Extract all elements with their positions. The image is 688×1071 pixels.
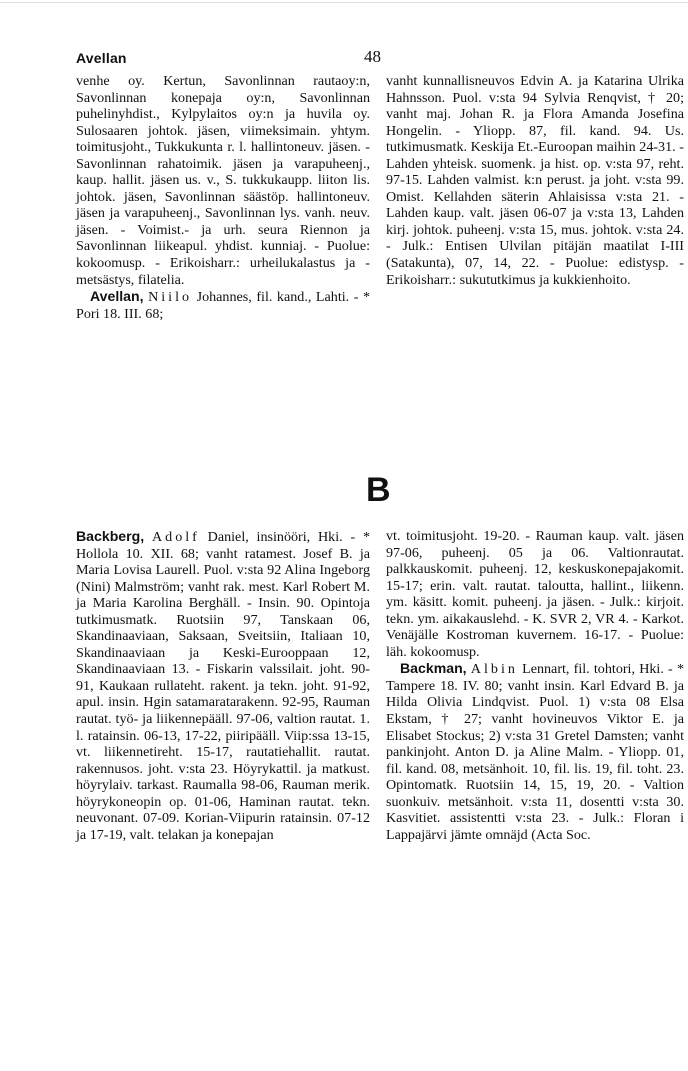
entry-given-name: Adolf: [151, 529, 200, 545]
entry-surname: Backberg,: [76, 528, 145, 544]
entry-backberg-adolf: [76, 528, 370, 843]
entry-continuation: vt. toimitusjoht. 19-20. - Rauman kaup. valt. jäsen 97-06, puheenj. 05 ja 06. Valtionrautat. palkkauskomit. puheenj. 12, keskuskonepajakomit. 15-17; erin. valt. rautat. taloutta, hallint., liikenn. ym. käsitt. komit. puheenj. ja jäsen. - Julk.: kirjoit. tekn. ym. aikakauslehd. - K. SVR 2, VR 4. - Karkot. Venäjälle Kostroman kuvernem. 16-17. - Puolue: läh. kokoomusp.: [386, 528, 684, 660]
entry-given-name: Albin: [470, 661, 518, 678]
entry-continuation: vanht kunnallisneuvos Edvin A. ja Katarina Ulrika Hahnsson. Puol. v:sta 94 Sylvia Renqvist, † 20; vanht maj. Johan R. ja Flora Amanda Josefina Hongelin. - Yliopp. 87, fil. kand. 94. Us. tutkimusmatk. Keskija Et.-Euroopan maihin 24-31. - Lahden yhteisk. suomenk. ja hist. op. v:sta 97, reht. 97-15. Lahden valmist. k:n perust. ja joht. v:sta 99. Omist. Kellahden säterin Ahlaisissa v:sta 21. - Lahden kaup. valt. jäsen 06-07 ja v:sta 13, Lahden kirj. johtok. puheenj. v:sta 15, mus. johtok. v:sta 24. - Julk.: Entisen Ulvilan pitäjän maatilat I-III (Satakunta), 07, 14, 22. - Puolue: edistysp. - Erikoisharr.: sukututkimus ja kukkienhoito.: [386, 73, 684, 288]
entry-continuation: venhe oy. Kertun, Savonlinnan rautaoy:n, Savonlinnan konepaja oy:n, Savonlinnan puhelinyhdist., Kylpylaitos oy:n ja huvila oy. Sulosaaren johtok. jäsen, viimeksimain. yhtym. toimitusjoht., Tukkukunta r. l. hallintoneuv. jäsen. - Savonlinnan rahatoimik. jäsen ja varapuheenj., kaup. hallit. jäsen us. v., S. tukkukaupp. liiton lis. johtok. jäsen, Savonlinnan säästöp. hallintoneuv. jäsen ja varapuheenj., Savonlinnan lys. vanh. neuv. jäsen. - Voimist.- ja urh. seura Riennon ja Savonlinnan liikeapul. yhdist. kunniaj. - Puolue: kokoomusp. - Erikoisharr.: urheilukalastus ja -metsästys, filatelia.: [76, 73, 370, 288]
entry-text: Johannes, fil. kand., Lahti. - * Pori 18. III. 68;: [76, 289, 370, 322]
column-bottom-right: [386, 528, 684, 843]
entry-text: Lennart, fil. tohtori, Hki. - * Tampere 18. IV. 80; vanht insin. Karl Edvard B. ja Hilda Olivia Lindqvist. Puol. 1) v:sta 08 Elsa Ekstam, † 27; vanht hovineuvos Viktor E. ja Elisabet Stockus; 2) v:sta 31 Gretel Damsten; vanht pankinjoht. Anton D. ja Aline Malm. - Yliopp. 01, fil. kand. 08, metsänhoit. 10, fil. lis. 19, fil. toht. 23. Opintomatk. Ruotsiin 14, 15, 19, 20. - Valtion suonkuiv. metsänhoit. v:sta 11, dosentti v:sta 30. Kasvitiet. assistentti v:sta 23. - Julk.: Floran i Lappajärvi jämte omnäjd (Acta Soc.: [386, 661, 684, 843]
entry-surname: Backman,: [400, 660, 467, 677]
column-top-left: [76, 73, 370, 322]
entry-text: Daniel, insinööri, Hki. - * Hollola 10. XII. 68; vanht ratamest. Josef B. ja Maria Lovisa Laurell. Puol. v:sta 92 Alina Ingeborg (Nini) Malmström; vanht rak. mest. Karl Robert M. ja Maria Karolina Berghäll. - Insin. 90. Opintoja tutkimusmatk. Ruotsiin 97, Tanskaan 06, Skandinaaviaan, Saksaan, Sveitsiin, Italiaan 10, Skandinaaviaan ja Keski-Eurooppaan 12, Skandinaaviaan 13. - Fiskarin valssilait. joht. 90-91, Kaukaan rullateht. rakent. ja tekn. joht. 91-92, apul. insin. Hgin satamaratarakenn. 92-95, Rauman rautat. työ- ja liikennepääll. 97-06, valtion rautat. 1. l. ratainsin. 06-13, 17-22, piiripääll. Viip:ssa 13-15, vt. liikennetireht. 15-17, rautatiehallit. rautat. rakennusos. joht. v:sta 23. Höyrykattil. ja matkust. höyrylaiv. tarkast. Raumalla 98-06, Rauman merik. höyrykoneopin op. 01-06, Haminan rautat. tekn. neuvonant. 07-09. Korian-Viipurin ratainsin. 07-12 ja 17-19, valt. telakan ja konepajan: [76, 529, 371, 843]
entry-surname: Avellan,: [90, 288, 144, 305]
entry-given-name: Niilo: [148, 289, 193, 306]
column-top-right: [386, 73, 684, 288]
page-top-rule: [0, 2, 688, 3]
running-head-surname: Avellan: [76, 50, 127, 66]
entry-backman-albin: [386, 660, 684, 843]
column-bottom-left: [76, 528, 370, 843]
section-letter: B: [366, 471, 391, 509]
entry-avellan-niilo: [76, 288, 370, 322]
page-number: 48: [364, 47, 381, 66]
